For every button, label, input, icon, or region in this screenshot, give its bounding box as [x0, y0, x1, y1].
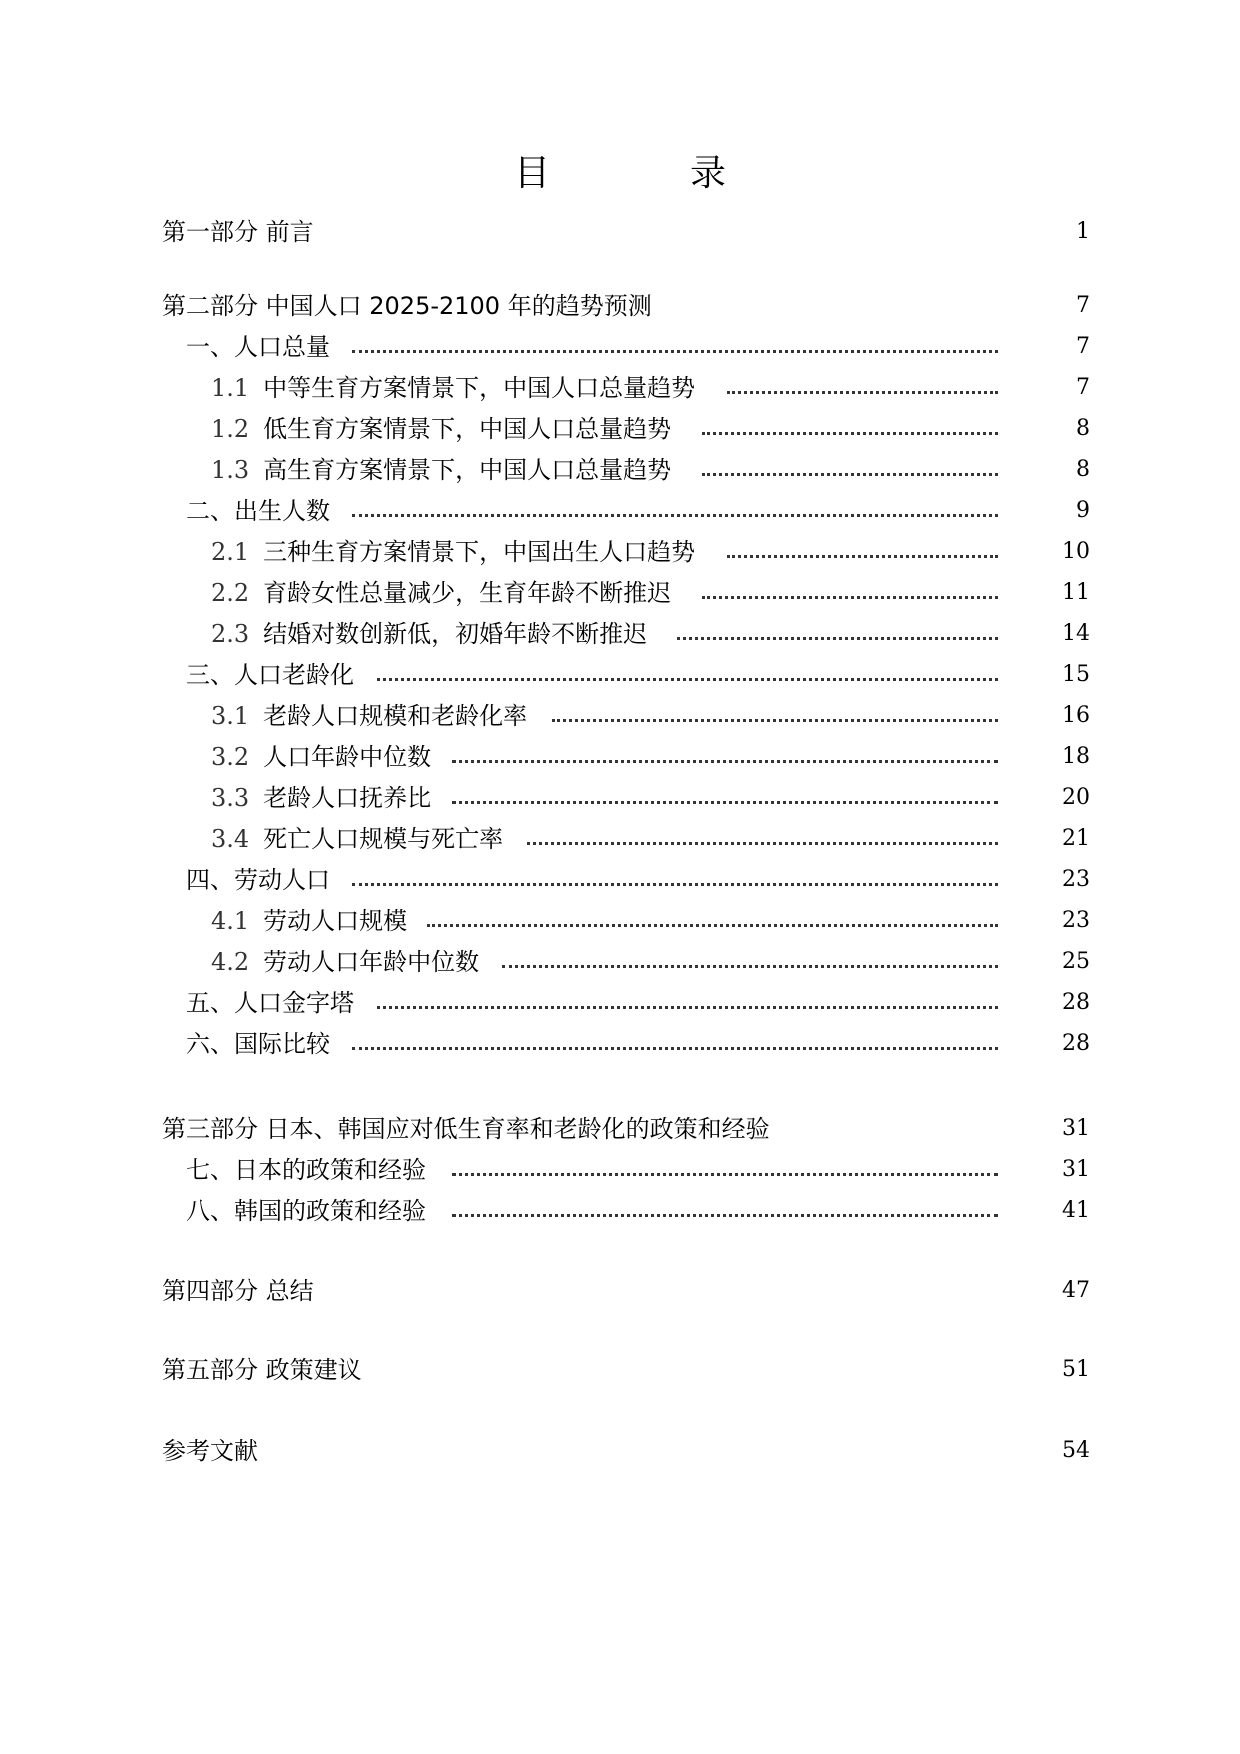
toc-page-number: 47 — [1062, 1278, 1090, 1303]
toc-entry-s4[interactable] — [0, 864, 1240, 896]
toc-entry-label: 劳动人口年龄中位数 — [263, 948, 480, 976]
toc-page-number: 31 — [1062, 1116, 1090, 1141]
toc-entry-s1[interactable] — [0, 331, 1240, 363]
toc-entry-label: 老龄人口规模和老龄化率 — [263, 702, 528, 730]
toc-entry-label: 老龄人口抚养比 — [263, 784, 432, 812]
toc-page-number: 31 — [1062, 1157, 1090, 1182]
leader-dots — [377, 987, 998, 1009]
toc-entry-s4-1[interactable] — [0, 905, 1240, 937]
toc-entry-number: 3.1 — [211, 702, 250, 730]
toc-page-number: 1 — [1076, 219, 1090, 244]
toc-page-number: 28 — [1062, 990, 1090, 1015]
leader-dots — [702, 577, 998, 599]
toc-entry-label: 三、人口老龄化 — [186, 661, 354, 689]
toc-entry-s1-1[interactable] — [0, 372, 1240, 404]
toc-page-number: 51 — [1062, 1357, 1090, 1382]
toc-entry-label: 高生育方案情景下，中国人口总量趋势 — [263, 456, 672, 484]
toc-entry-s3[interactable] — [0, 659, 1240, 691]
toc-entry-s4-2[interactable] — [0, 946, 1240, 978]
toc-entry-label: 八、韩国的政策和经验 — [186, 1197, 426, 1225]
leader-dots — [552, 700, 998, 722]
toc-entry-label: 育龄女性总量减少，生育年龄不断推迟 — [263, 579, 672, 607]
toc-entry-s5[interactable] — [0, 987, 1240, 1019]
leader-dots — [352, 495, 998, 517]
toc-entry-label: 第一部分 前言 — [162, 218, 314, 246]
toc-entry-label: 四、劳动人口 — [186, 866, 330, 894]
toc-entry-references[interactable] — [0, 1435, 1240, 1467]
toc-entry-label: 人口年龄中位数 — [263, 743, 432, 771]
leader-dots — [502, 946, 998, 968]
toc-entry-s3-4[interactable] — [0, 823, 1240, 855]
leader-dots — [352, 1028, 998, 1050]
toc-page-number: 7 — [1076, 334, 1090, 359]
toc-entry-label: 第二部分 中国人口 2025-2100 年的趋势预测 — [162, 292, 652, 320]
leader-dots — [702, 413, 998, 435]
toc-page-number: 23 — [1062, 908, 1090, 933]
toc-page-number: 16 — [1062, 703, 1090, 728]
leader-dots — [452, 741, 998, 763]
toc-entry-s3-1[interactable] — [0, 700, 1240, 732]
toc-entry-s1-2[interactable] — [0, 413, 1240, 445]
toc-entry-label: 中等生育方案情景下，中国人口总量趋势 — [263, 374, 696, 402]
toc-entry-label: 参考文献 — [162, 1437, 258, 1465]
toc-entry-number: 2.2 — [211, 579, 250, 607]
toc-entry-label: 低生育方案情景下，中国人口总量趋势 — [263, 415, 672, 443]
toc-page-number: 7 — [1076, 375, 1090, 400]
toc-entry-number: 4.2 — [211, 948, 250, 976]
toc-entry-number: 1.2 — [211, 415, 250, 443]
toc-entry-s2-2[interactable] — [0, 577, 1240, 609]
toc-entry-s6[interactable] — [0, 1028, 1240, 1060]
toc-entry-part4[interactable] — [0, 1275, 1240, 1307]
toc-entry-label: 一、人口总量 — [186, 333, 330, 361]
toc-entry-s3-3[interactable] — [0, 782, 1240, 814]
toc-entry-part5[interactable] — [0, 1354, 1240, 1386]
toc-entry-number: 4.1 — [211, 907, 250, 935]
toc-page-number: 41 — [1062, 1198, 1090, 1223]
toc-page-number: 15 — [1062, 662, 1090, 687]
toc-page-number: 23 — [1062, 867, 1090, 892]
leader-dots — [352, 864, 998, 886]
toc-entry-number: 2.3 — [211, 620, 250, 648]
toc-entry-part3[interactable] — [0, 1113, 1240, 1145]
toc-entry-label: 第五部分 政策建议 — [162, 1356, 362, 1384]
toc-entry-label: 第三部分 日本、韩国应对低生育率和老龄化的政策和经验 — [162, 1115, 770, 1143]
leader-dots — [677, 618, 998, 640]
leader-dots — [702, 454, 998, 476]
toc-entry-s8[interactable] — [0, 1195, 1240, 1227]
leader-dots — [527, 823, 998, 845]
toc-page-number: 8 — [1076, 457, 1090, 482]
toc-page-number: 11 — [1062, 580, 1090, 605]
toc-page-number: 54 — [1062, 1438, 1090, 1463]
toc-entry-s2-1[interactable] — [0, 536, 1240, 568]
toc-entry-s3-2[interactable] — [0, 741, 1240, 773]
toc-entry-label: 第四部分 总结 — [162, 1277, 314, 1305]
toc-page-number: 14 — [1062, 621, 1090, 646]
leader-dots — [377, 659, 998, 681]
toc-entry-s7[interactable] — [0, 1154, 1240, 1186]
toc-entry-label: 五、人口金字塔 — [186, 989, 354, 1017]
toc-entry-label: 结婚对数创新低，初婚年龄不断推迟 — [263, 620, 648, 648]
leader-dots — [452, 1154, 998, 1176]
toc-entry-label: 三种生育方案情景下，中国出生人口趋势 — [263, 538, 696, 566]
leader-dots — [427, 905, 998, 927]
toc-page-number: 8 — [1076, 416, 1090, 441]
toc-page-number: 25 — [1062, 949, 1090, 974]
toc-page-number: 21 — [1062, 826, 1090, 851]
toc-entry-number: 2.1 — [211, 538, 250, 566]
toc-page-number: 7 — [1076, 293, 1090, 318]
toc-entry-label: 死亡人口规模与死亡率 — [263, 825, 504, 853]
toc-entry-number: 3.2 — [211, 743, 250, 771]
toc-page-number: 20 — [1062, 785, 1090, 810]
toc-entry-number: 1.1 — [211, 374, 250, 402]
leader-dots — [727, 372, 998, 394]
toc-page-number: 18 — [1062, 744, 1090, 769]
toc-entry-s2-3[interactable] — [0, 618, 1240, 650]
leader-dots — [452, 782, 998, 804]
page-title: 目 录 — [513, 153, 778, 194]
toc-entry-part1[interactable] — [0, 216, 1240, 248]
toc-entry-label: 六、国际比较 — [186, 1030, 330, 1058]
toc-page-number: 9 — [1076, 498, 1090, 523]
toc-entry-label: 二、出生人数 — [186, 497, 330, 525]
toc-entry-part2[interactable] — [0, 290, 1240, 322]
toc-entry-label: 七、日本的政策和经验 — [186, 1156, 426, 1184]
leader-dots — [727, 536, 998, 558]
toc-entry-number: 1.3 — [211, 456, 250, 484]
toc-entry-number: 3.4 — [211, 825, 250, 853]
leader-dots — [352, 331, 998, 353]
toc-entry-s2[interactable] — [0, 495, 1240, 527]
toc-entry-number: 3.3 — [211, 784, 250, 812]
leader-dots — [452, 1195, 998, 1217]
toc-entry-label: 劳动人口规模 — [263, 907, 408, 935]
toc-page-number: 28 — [1062, 1031, 1090, 1056]
toc-page-number: 10 — [1062, 539, 1090, 564]
toc-entry-s1-3[interactable] — [0, 454, 1240, 486]
